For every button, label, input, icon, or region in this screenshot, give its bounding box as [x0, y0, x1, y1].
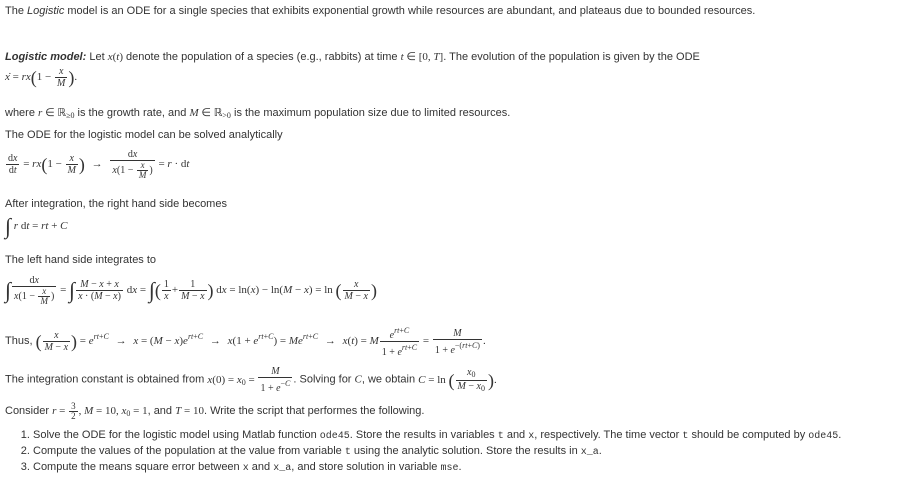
- params-paragraph: [5, 106, 510, 120]
- math-m-domain: M ∈ ℝ$_{>0}$: [189, 107, 231, 120]
- constant-part3: , we obtain: [361, 373, 419, 386]
- task-item: 3. Compute the means square error between x and x_a, and store solution in variable mse.: [33, 460, 841, 476]
- definition-text3: . The evolution of the population is given by the ODE: [443, 51, 700, 63]
- intro-paragraph: [5, 5, 755, 17]
- after-integration-text: After integration, the right hand side becomes: [5, 198, 227, 210]
- task-list: [18, 428, 841, 476]
- analytic-text: The ODE for the logistic model can be solved analytically: [5, 129, 283, 141]
- math-initial-condition: $x(0) = x_0$ = $\frac{M}{1 + e^{-C}}$: [207, 366, 291, 394]
- params-part2: is the growth rate, and: [74, 107, 190, 119]
- math-c: C: [354, 373, 362, 386]
- definition-text1: Let: [86, 51, 108, 63]
- math-x-of-t: x(t): [107, 51, 123, 63]
- math-final-time: T = 10: [175, 405, 204, 418]
- separation-equation: $\frac{dx}{dt}$ = rx(1 − $\frac{x}{M}$ ) → dx x(1 − $\frac{x}{M}$ ) = r · dt: [8, 149, 190, 180]
- left-side-text: The left hand side integrates to: [5, 254, 157, 266]
- constant-part1: The integration constant is obtained from: [5, 373, 208, 386]
- ode-equation: ẋ = rx(1 − $\frac{x}{M}$ ).: [5, 66, 78, 89]
- intro-part2: model is an ODE for a single species that exhibits exponential growth while resources are abundant, and plateaus due to bounded resources.: [64, 5, 756, 17]
- params-part1: where: [5, 107, 39, 119]
- task-item: 2. Compute the values of the population at the value from variable t using the analytic solution. Store the results in x_a.: [33, 444, 841, 460]
- params-part3: is the maximum population size due to limited resources.: [230, 107, 511, 119]
- math-r-domain: r ∈ ℝ$_{\ge 0}$: [38, 107, 75, 120]
- consider-line: [5, 402, 424, 421]
- consider-part1: Consider: [5, 405, 53, 418]
- constant-line: [5, 366, 497, 394]
- definition-text2: denote the population of a species (e.g., rabbits) at time: [122, 51, 401, 63]
- intro-part1: The: [5, 5, 28, 17]
- thus-line: [5, 325, 486, 358]
- consider-part3: . Write the script that performes the following.: [203, 405, 425, 418]
- constant-part2: . Solving for: [293, 373, 355, 386]
- solution-derivation: ( $\frac{x}{M - x}$ ) = $e^{rt+C} \to x = (M - x)e^{rt+C} \to x(1 + e^{rt+C}) = Me^{rt+C} \to x(t) = M$ $\frac{e^{rt+C}}{1 + e^{rt+C}}$ = $\frac{M}{1 + e^{-(rt+C)}}$ .: [35, 326, 486, 358]
- intro-model-name: Logistic: [27, 5, 65, 17]
- math-parameter-values: r = $\frac{3}{2}$ , M = 10, $x_0 = 1$: [52, 401, 148, 421]
- rhs-integral: ∫ r dt = rt + C: [5, 213, 68, 239]
- math-time-range: t ∈ [0, T]: [400, 51, 444, 63]
- consider-part2: , and: [147, 405, 176, 418]
- definition-label: Logistic model:: [5, 51, 87, 63]
- thus-label: Thus,: [5, 335, 33, 348]
- math-c-solution: C = ln ( $\frac{x_0}{M - x_0}$ ).: [418, 366, 497, 393]
- definition-paragraph: [5, 50, 700, 63]
- task-item: 1. Solve the ODE for the logistic model using Matlab function ode45. Store the results in variables t and x, respectively. The time vector t should be computed by ode45.: [33, 428, 841, 444]
- lhs-integral: ∫ dx x(1 − $\frac{x}{M}$ ) = ∫ $\frac{M - x + x}{x \cdot (M - x)}$ dx = ∫( $\frac{1}{x}$ + $\frac{1}{M - x}$ ) dx = ln(x) − ln(M − x) = ln ( $\frac{x}{M - x}$ ): [5, 275, 377, 306]
